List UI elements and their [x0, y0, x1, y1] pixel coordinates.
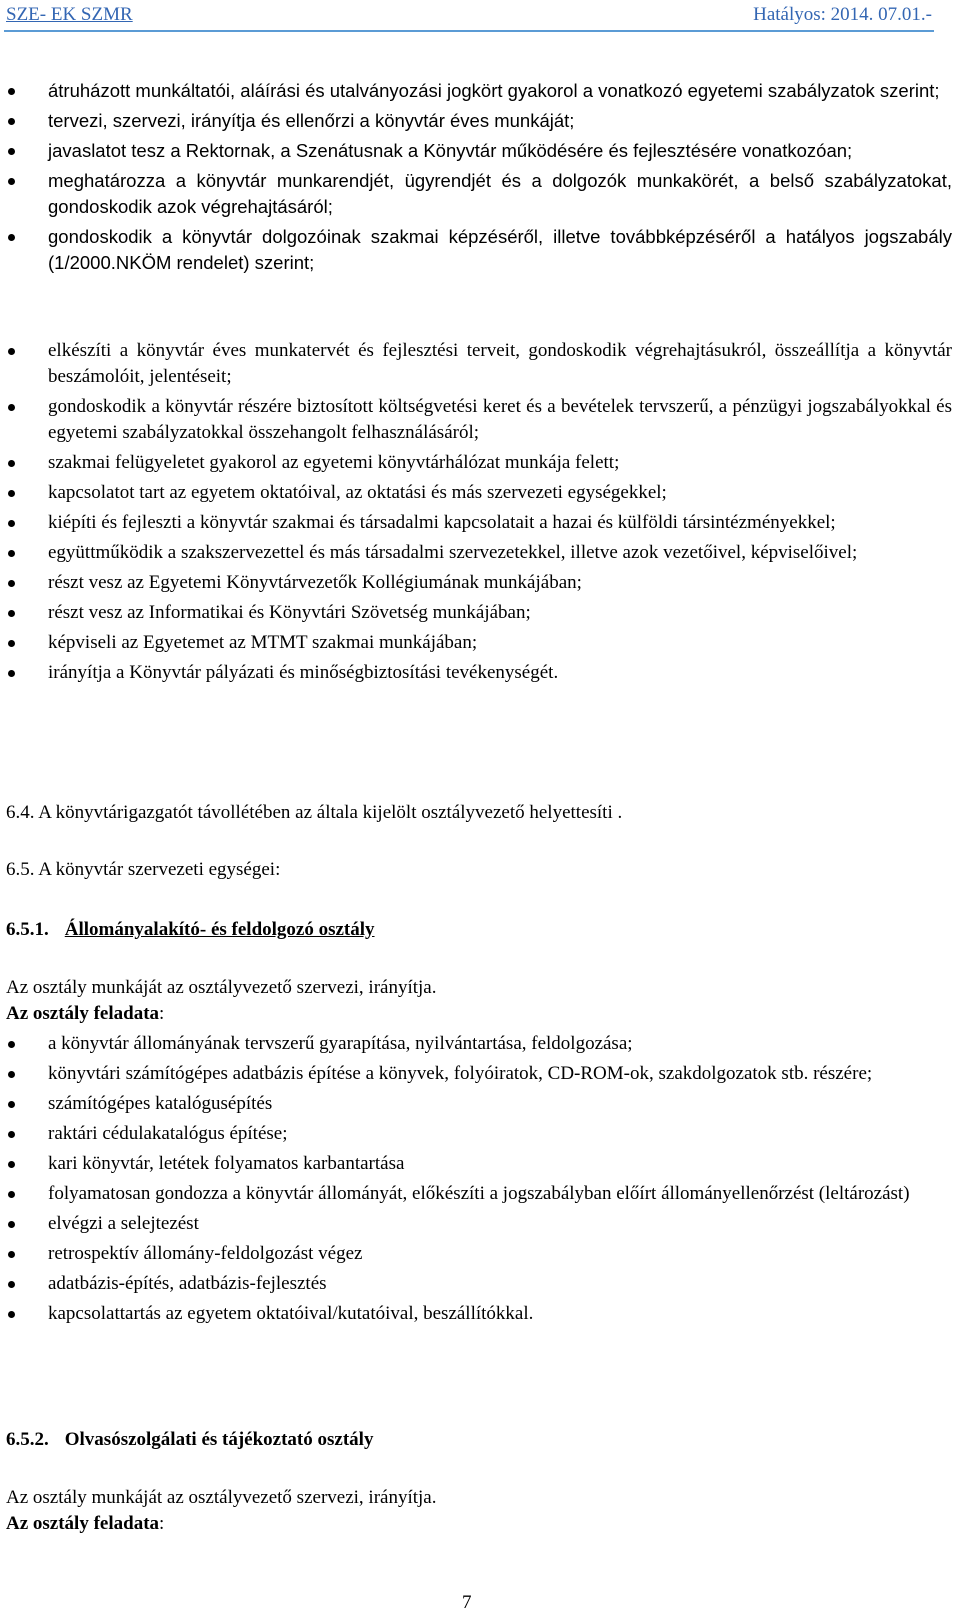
- section-number: 6.5.1.: [6, 919, 49, 940]
- section-heading: [6, 917, 375, 943]
- list-item: a könyvtár állományának tervszerű gyarapítása, nyilvántartása, feldolgozása;: [0, 1031, 952, 1057]
- bullet-icon: [8, 118, 15, 125]
- list-item: gondoskodik a könyvtár részére biztosított költségvetési keret és a bevételek tervszerű, a pénzügyi jogszabályokkal és egyetemi szabályzatokkal összehangolt felhasználásáról;: [0, 394, 952, 446]
- list-item: átruházott munkáltatói, aláírási és utalványozási jogkört gyakorol a vonatkozó egyetemi szabályzatok szerint;: [0, 78, 952, 104]
- list-item: retrospektív állomány-feldolgozást végez: [0, 1241, 952, 1267]
- bullet-icon: [8, 520, 15, 527]
- section-intro: Az osztály munkáját az osztályvezető szervezi, irányítja.: [6, 977, 437, 998]
- bullet-icon: [8, 550, 15, 557]
- section-number: 6.5.2.: [6, 1429, 49, 1450]
- bullet-icon: [8, 1131, 15, 1138]
- bullet-icon: [8, 88, 15, 95]
- bullet-icon: [8, 1251, 15, 1258]
- bullet-icon: [8, 1101, 15, 1108]
- bullet-icon: [8, 1311, 15, 1318]
- list-item: irányítja a Könyvtár pályázati és minőségbiztosítási tevékenységét.: [0, 660, 952, 686]
- header-effective-date: Hatályos: 2014. 07.01.-: [753, 4, 932, 25]
- header-document-id: SZE- EK SZMR: [6, 4, 133, 25]
- bullet-icon: [8, 1191, 15, 1198]
- director-duties-list-serif: [0, 338, 952, 690]
- bullet-icon: [8, 234, 15, 241]
- list-item: kari könyvtár, letétek folyamatos karbantartása: [0, 1151, 952, 1177]
- section-title: Olvasószolgálati és tájékoztató osztály: [64, 1429, 374, 1450]
- list-item: számítógépes katalógusépítés: [0, 1091, 952, 1117]
- list-item: raktári cédulakatalógus építése;: [0, 1121, 952, 1147]
- list-item: meghatározza a könyvtár munkarendjét, ügyrendjét és a dolgozók munkakörét, a belső szabályzatokat, gondoskodik azok végrehajtásáról;: [0, 168, 952, 220]
- list-item: elvégzi a selejtezést: [0, 1211, 952, 1237]
- section-1-tasks-list: [0, 1031, 952, 1331]
- bullet-icon: [8, 490, 15, 497]
- paragraph-6-5: 6.5. A könyvtár szervezeti egységei:: [6, 859, 281, 880]
- bullet-icon: [8, 1281, 15, 1288]
- list-item: könyvtári számítógépes adatbázis építése a könyvek, folyóiratok, CD-ROM-ok, szakdolgozatok stb. részére;: [0, 1061, 952, 1087]
- bullet-icon: [8, 1071, 15, 1078]
- list-item: részt vesz az Egyetemi Könyvtárvezetők Kollégiumának munkájában;: [0, 570, 952, 596]
- section-intro: Az osztály munkáját az osztályvezető szervezi, irányítja.: [6, 1487, 437, 1508]
- list-item: gondoskodik a könyvtár dolgozóinak szakmai képzéséről, illetve továbbképzéséről a hatályos jogszabály (1/2000.NKÖM rendelet) szerint;: [0, 224, 952, 276]
- bullet-icon: [8, 348, 15, 355]
- list-item: kapcsolatot tart az egyetem oktatóival, az oktatási és más szervezeti egységekkel;: [0, 480, 952, 506]
- header-divider: [4, 30, 934, 32]
- bullet-icon: [8, 1221, 15, 1228]
- section-title: Állományalakító- és feldolgozó osztály: [64, 919, 375, 940]
- list-item: szakmai felügyeletet gyakorol az egyetemi könyvtárhálózat munkája felett;: [0, 450, 952, 476]
- list-item: képviseli az Egyetemet az MTMT szakmai munkájában;: [0, 630, 952, 656]
- list-item: részt vesz az Informatikai és Könyvtári Szövetség munkájában;: [0, 600, 952, 626]
- bullet-icon: [8, 1161, 15, 1168]
- list-item: együttműködik a szakszervezettel és más társadalmi szervezetekkel, illetve azok vezetőivel, képviselőivel;: [0, 540, 952, 566]
- bullet-icon: [8, 610, 15, 617]
- director-duties-list-sans: [0, 78, 952, 280]
- bullet-icon: [8, 148, 15, 155]
- bullet-icon: [8, 1041, 15, 1048]
- list-item: kapcsolattartás az egyetem oktatóival/kutatóival, beszállítókkal.: [0, 1301, 952, 1327]
- section-heading: [6, 1427, 373, 1453]
- bullet-icon: [8, 670, 15, 677]
- bullet-icon: [8, 640, 15, 647]
- list-item: kiépíti és fejleszti a könyvtár szakmai és társadalmi kapcsolatait a hazai és külföldi társintézményekkel;: [0, 510, 952, 536]
- bullet-icon: [8, 580, 15, 587]
- bullet-icon: [8, 460, 15, 467]
- list-item: folyamatosan gondozza a könyvtár állományát, előkészíti a jogszabályban előírt állományellenőrzést (leltározást): [0, 1181, 952, 1207]
- bullet-icon: [8, 178, 15, 185]
- list-item: elkészíti a könyvtár éves munkatervét és fejlesztési terveit, gondoskodik végrehajtásukról, összeállítja a könyvtár beszámolóit, jelentéseit;: [0, 338, 952, 390]
- tasks-label: Az osztály feladata:: [6, 1513, 165, 1534]
- list-item: adatbázis-építés, adatbázis-fejlesztés: [0, 1271, 952, 1297]
- page-header: [6, 2, 932, 28]
- paragraph-6-4: 6.4. A könyvtárigazgatót távollétében az általa kijelölt osztályvezető helyettesíti .: [6, 802, 623, 823]
- bullet-icon: [8, 404, 15, 411]
- list-item: javaslatot tesz a Rektornak, a Szenátusnak a Könyvtár működésére és fejlesztésére vonatkozóan;: [0, 138, 952, 164]
- page-number: 7: [462, 1592, 472, 1613]
- list-item: tervezi, szervezi, irányítja és ellenőrzi a könyvtár éves munkáját;: [0, 108, 952, 134]
- tasks-label: Az osztály feladata:: [6, 1003, 165, 1024]
